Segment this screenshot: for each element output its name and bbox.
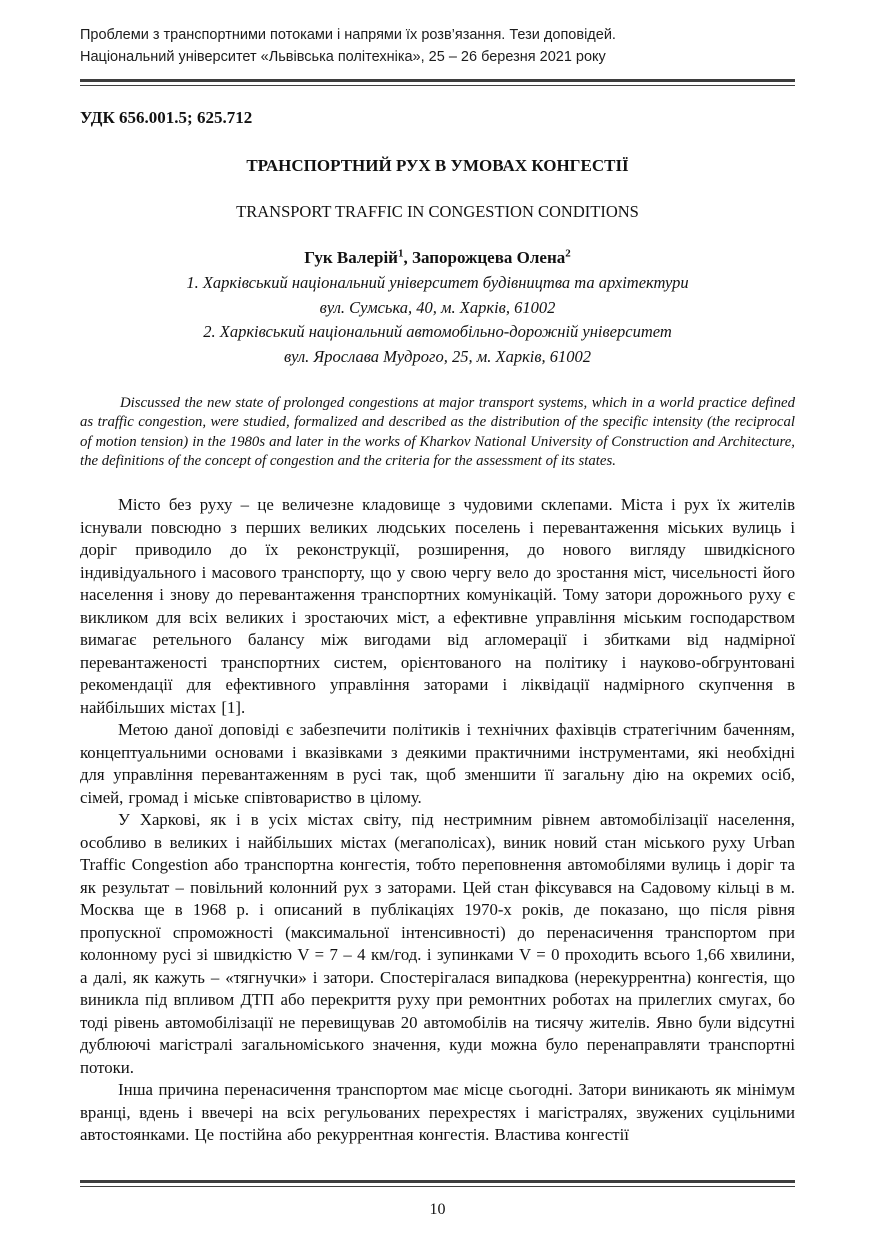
article-body: [80, 107, 795, 1147]
paragraph-4: Інша причина перенасичення транспортом має місце сьогодні. Затори виникають як мінімум вранці, вдень і ввечері на всіх регульованих перехрестях і магістралях, звужених суцільними автостоянками. Це постійна або рекуррентная конгестія. Властива конгестії: [80, 1080, 795, 1145]
udc-code: УДК 656.001.5; 625.712: [80, 108, 253, 127]
authors-separator: ,: [403, 248, 412, 267]
article-title-english: TRANSPORT TRAFFIC IN CONGESTION CONDITIONS: [236, 202, 639, 221]
affiliation-2-address: вул. Ярослава Мудрого, 25, м. Харків, 61002: [283, 346, 592, 366]
page-number: 10: [429, 1201, 446, 1218]
affiliation-1-address: вул. Сумська, 40, м. Харків, 61002: [319, 297, 556, 317]
paragraph-3: У Харкові, як і в усіх містах світу, під нестримним рівнем автомобілізації населення, особливо в великих і найбільших містах (мегаполісах), виник новий стан міського руху Urban Traffic Congestion або транспортна конгестія, тобто переповнення автомобілями вулиць і доріг та як результат – повільний колонний рух з заторами. Цей стан фіксувався на Садовому кільці в м. Москва ще в 1968 р. і описаний в публікаціях 1970-х років, де показано, що після рівня пропускної спроможності (максимальної інтенсивності) до перенасичення транспортом при колонному русі зі швидкістю V = 7 – 4 км/год. і зупинками V = 0 проходить всього 1,66 хвилини, а далі, як кажуть – «тягнучки» і затори. Спостерігалася випадкова (нерекуррентна) конгестія, що виникла під впливом ДТП або перекриття руху при ремонтних роботах на прилеглих смугах, бо тоді рівень автомобілізації не перевищував 20 автомобілів на тисячу жителів. Явно були відсутні дублюючі магістралі загальноміського значення, куди можна було перенаправляти транспортні потоки.: [80, 810, 795, 1077]
header-rule: [80, 79, 795, 86]
main-text: [80, 494, 795, 1147]
footer-rule: [80, 1180, 795, 1187]
author-1-name: Гук Валерій: [304, 248, 398, 267]
author-1-affiliation-ref: 1: [397, 247, 404, 260]
abstract-english: Discussed the new state of prolonged congestions at major transport systems, which in a world practice defined as traffic congestion, were studied, formalized and described as the distribution of the specific intensity (the reciprocal of motion tension) in the 1980s and later in the works of Kharkov National University of Construction and Architecture, the definitions of the concept of congestion and the criteria for the assessment of its states.: [80, 395, 795, 469]
paragraph-2: Метою даної доповіді є забезпечити політиків і технічних фахівців стратегічним баченням, концептуальними основами і вказівками з деякими практичними інструментами, які необхідні для управління перевантаженням в русі так, щоб зменшити її загальну дію на окремих осіб, сімей, громад і міське співтовариство в цілому.: [80, 720, 795, 807]
article-title-ukrainian: ТРАНСПОРТНИЙ РУХ В УМОВАХ КОНГЕСТІЇ: [246, 156, 629, 175]
author-2-name: Запорожцева Олена: [411, 248, 566, 267]
author-2-affiliation-ref: 2: [565, 247, 571, 260]
affiliation-2: 2. Харківський національний автомобільно-дорожній університет: [203, 322, 672, 341]
affiliation-1: 1. Харківський національний університет будівництва та архітектури: [186, 273, 689, 292]
authors-line: [80, 247, 795, 268]
affiliations-block: [80, 271, 795, 369]
header-line-1: Проблеми з транспортними потоками і напрями їх розв’язання. Тези доповідей.: [80, 27, 616, 43]
page-header: [80, 24, 795, 86]
header-line-2: Національний університет «Львівська політехніка», 25 – 26 березня 2021 року: [80, 49, 606, 65]
paragraph-1: Місто без руху – це величезне кладовище з чудовими склепами. Міста і рух їх жителів існували повсюдно з перших великих людських поселень і перевантаження міських вулиць і доріг приводило до їх реконструкції, розширення, до нового вигляду швидкісного індивідуального і масового транспорту, що у свою чергу вело до зростання міст, чисельності його населення і знову до перевантаження транспортних комунікацій. Тому затори дорожнього руху є викликом для всіх великих і зростаючих міст, а ефективне управління міським господарством вимагає ретельного балансу між вигодами від агломерації і збитками від надмірної перевантаженості транспортних систем, орієнтованого на політику і науково-обгрунтовані рекомендації для ефективного управління заторами і ліквідації надмірного скупчення в найбільших містах [1].: [80, 495, 795, 717]
page-footer: [80, 1180, 795, 1220]
